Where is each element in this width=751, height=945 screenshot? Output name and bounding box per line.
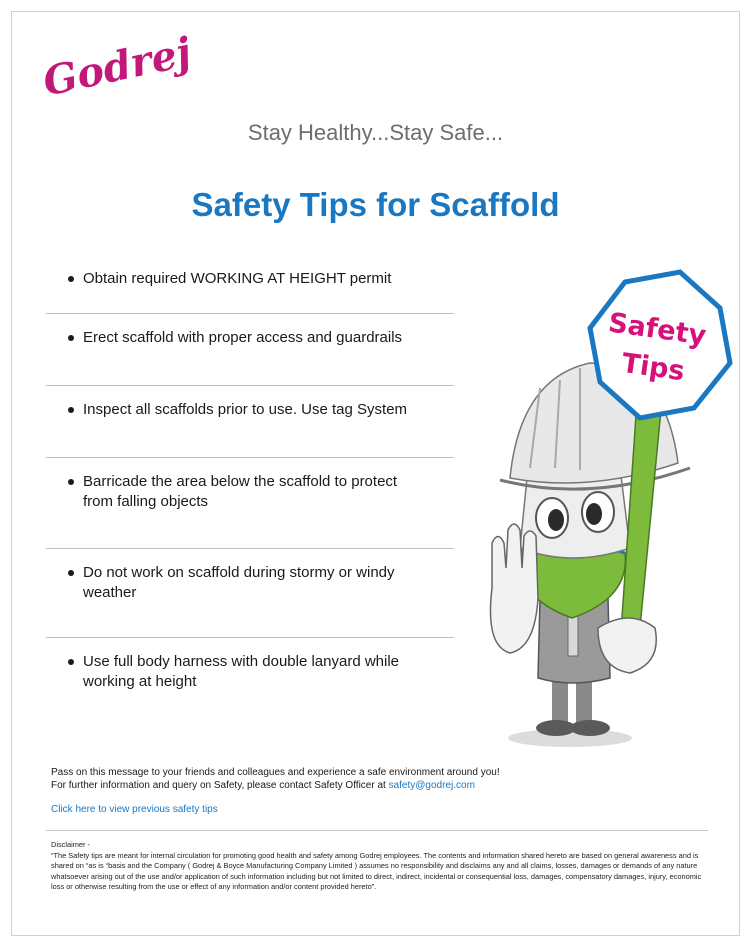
previous-tips-link[interactable]: Click here to view previous safety tips (51, 804, 218, 815)
bullet-icon (68, 479, 74, 485)
pass-on-text: Pass on this message to your friends and colleagues and experience a safe environment around you! (51, 767, 500, 778)
svg-text:Godrej: Godrej (38, 28, 196, 106)
bullet-icon (68, 659, 74, 665)
tip-item (46, 386, 454, 458)
tip-item (46, 638, 454, 708)
tips-list (46, 255, 454, 708)
page-title: Safety Tips for Scaffold (191, 186, 560, 223)
bullet-icon (68, 570, 74, 576)
tip-text: Obtain required WORKING AT HEIGHT permit (83, 270, 392, 287)
disclaimer-heading: Disclaimer - (51, 840, 91, 849)
tip-text: Barricade the area below the scaffold to protect from falling objects (83, 473, 398, 510)
tip-item (46, 314, 454, 386)
tip-item (46, 255, 454, 314)
footer-message (51, 766, 500, 792)
tagline: Stay Healthy...Stay Safe... (247, 120, 504, 145)
sign-text-line1: Safety (606, 307, 708, 352)
disclaimer (51, 840, 706, 893)
tip-text: Erect scaffold with proper access and guardrails (83, 329, 403, 346)
disclaimer-body: “The Safety tips are meant for internal circulation for promoting good health and safety among Godrej employees. The contents and information shared hereto are based on general awareness and is shared on “as is “basis and the Company ( Godrej & Boyce Manufacturing Company Limited ) assumes no responsibility and disclaims any and all claims, losses, damages or demands of any nature whatsoever arising out of the use and/or application of such information including but not limited to direct, indirect, incidental or consequential loss, damages, compensatory damages, injury, economic loss or otherwise resulting from the use or effect of any information and/or content provided hereto”. (51, 850, 702, 891)
tip-text: Use full body harness with double lanyard while working at height (83, 653, 400, 690)
contact-line: For further information and query on Safety, please contact Safety Officer at safety@godrej.com (51, 780, 475, 791)
bullet-icon (68, 335, 74, 341)
email-link[interactable]: safety@godrej.com (388, 780, 475, 791)
tip-item (46, 549, 454, 638)
godrej-logo (38, 28, 196, 106)
tip-text: Do not work on scaffold during stormy or windy weather (83, 564, 395, 601)
divider (46, 830, 708, 831)
bullet-icon (68, 276, 74, 282)
tip-text: Inspect all scaffolds prior to use. Use tag System (83, 401, 408, 418)
tip-item (46, 458, 454, 549)
sign-text-line2: Tips (619, 347, 687, 388)
bullet-icon (68, 407, 74, 413)
mascot-illustration (480, 268, 730, 753)
